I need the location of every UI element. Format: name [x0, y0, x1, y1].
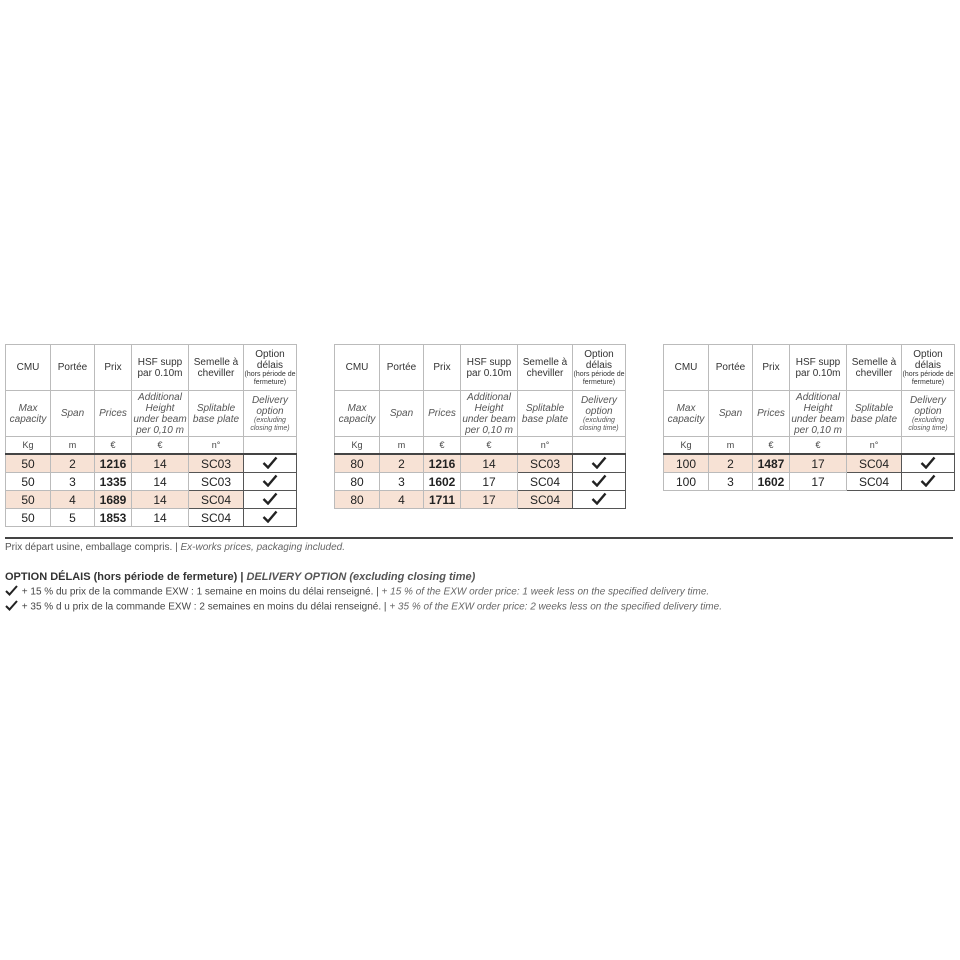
cell-price: 1602: [753, 473, 790, 491]
cell-hsf: 17: [461, 473, 518, 491]
unit-empty: [244, 437, 297, 455]
table-row: [335, 454, 626, 473]
cell-delivery-option: [244, 509, 297, 527]
cell-hsf: 14: [132, 509, 189, 527]
cell-price: 1602: [424, 473, 461, 491]
header-semelle: Semelle à cheviller: [189, 345, 244, 391]
unit-euro-hsf: €: [132, 437, 189, 455]
cell-span: 3: [51, 473, 95, 491]
cell-delivery-option: [244, 491, 297, 509]
price-note-en: Ex-works prices, packaging included.: [180, 542, 345, 553]
unit-empty: [902, 437, 955, 455]
header-delivery-option-label: Delivery option: [251, 394, 289, 417]
unit-row: [664, 437, 955, 455]
unit-number: n°: [847, 437, 902, 455]
cell-cmu: 80: [335, 491, 380, 509]
header-span: Span: [380, 391, 424, 437]
cell-hsf: 14: [132, 473, 189, 491]
header-max-capacity: Max capacity: [6, 391, 51, 437]
cell-cmu: 50: [6, 454, 51, 473]
checkmark-icon: [262, 456, 278, 472]
cell-span: 2: [51, 454, 95, 473]
cell-price: 1216: [95, 454, 132, 473]
delivery-option-line-1: [5, 585, 709, 599]
cell-span: 5: [51, 509, 95, 527]
cell-delivery-option: [244, 454, 297, 473]
cell-cmu: 50: [6, 509, 51, 527]
unit-kg: Kg: [335, 437, 380, 455]
header-max-capacity: Max capacity: [664, 391, 709, 437]
divider: [5, 537, 953, 539]
unit-number: n°: [189, 437, 244, 455]
header-cmu: CMU: [664, 345, 709, 391]
header-delivery-option: [902, 391, 955, 437]
cell-price: 1335: [95, 473, 132, 491]
line-1-fr: + 15 % du prix de la commande EXW : 1 semaine en moins du délai renseigné. |: [21, 586, 379, 598]
cell-delivery-option: [573, 491, 626, 509]
header-additional-height: Additional Height under beam per 0,10 m: [791, 391, 845, 436]
checkmark-icon: [262, 492, 278, 508]
checkmark-icon: [262, 474, 278, 490]
header-cmu: CMU: [6, 345, 51, 391]
delivery-option-title: [5, 571, 475, 583]
cell-span: 3: [380, 473, 424, 491]
header-option: [244, 345, 297, 391]
header-row-fr: [6, 345, 297, 391]
unit-kg: Kg: [6, 437, 51, 455]
table-row: [6, 491, 297, 509]
header-portee: Portée: [709, 345, 753, 391]
line-1-en: + 15 % of the EXW order price: 1 week less on the specified delivery time.: [381, 586, 710, 598]
unit-row: [335, 437, 626, 455]
table-row: [6, 473, 297, 491]
header-base-plate: Splitable base plate: [189, 391, 244, 437]
cell-cmu: 80: [335, 454, 380, 473]
cell-span: 2: [709, 454, 753, 473]
table-row: [664, 473, 955, 491]
cell-hsf: 17: [461, 491, 518, 509]
cell-delivery-option: [573, 454, 626, 473]
unit-m: m: [380, 437, 424, 455]
unit-empty: [573, 437, 626, 455]
header-prix: Prix: [753, 345, 790, 391]
checkmark-icon: [5, 585, 19, 599]
cell-span: 2: [380, 454, 424, 473]
checkmark-icon: [262, 510, 278, 526]
table-row: [335, 473, 626, 491]
header-delivery-option: [573, 391, 626, 437]
cell-ref: SC04: [518, 491, 573, 509]
header-option-label: Option délais: [584, 348, 614, 371]
header-row-fr: [335, 345, 626, 391]
unit-kg: Kg: [664, 437, 709, 455]
header-row-en: [335, 391, 626, 437]
cell-hsf: 14: [132, 491, 189, 509]
header-delivery-option-label: Delivery option: [909, 394, 947, 417]
header-delivery-option-note: (excluding closing time): [579, 416, 619, 432]
header-prix: Prix: [424, 345, 461, 391]
header-semelle: Semelle à cheviller: [518, 345, 573, 391]
header-row-fr: [664, 345, 955, 391]
unit-row: [6, 437, 297, 455]
cell-price: 1689: [95, 491, 132, 509]
header-hsf: HSF supp par 0.10m: [461, 345, 518, 391]
header-base-plate: Splitable base plate: [847, 391, 902, 437]
header-hsf: HSF supp par 0.10m: [132, 345, 189, 391]
checkmark-icon: [591, 474, 607, 490]
price-table-2: [334, 344, 626, 509]
unit-euro: €: [424, 437, 461, 455]
cell-ref: SC03: [189, 473, 244, 491]
table-row: [335, 491, 626, 509]
line-2-fr: + 35 % d u prix de la commande EXW : 2 semaines en moins du délai renseigné. |: [21, 601, 387, 613]
header-option-note: (hors période de fermeture): [573, 370, 625, 386]
table-row: [6, 509, 297, 527]
cell-ref: SC04: [189, 491, 244, 509]
header-cmu: CMU: [335, 345, 380, 391]
header-option: [902, 345, 955, 391]
header-option: [573, 345, 626, 391]
cell-cmu: 50: [6, 491, 51, 509]
cell-price: 1487: [753, 454, 790, 473]
unit-m: m: [51, 437, 95, 455]
delivery-option-line-2: [5, 600, 722, 614]
table-row: [6, 454, 297, 473]
cell-price: 1853: [95, 509, 132, 527]
cell-cmu: 50: [6, 473, 51, 491]
unit-euro: €: [95, 437, 132, 455]
unit-euro-hsf: €: [461, 437, 518, 455]
header-option-note: (hors période de fermeture): [902, 370, 954, 386]
header-delivery-option-label: Delivery option: [580, 394, 618, 417]
price-table-1: [5, 344, 297, 527]
header-option-note: (hors période de fermeture): [244, 370, 296, 386]
header-delivery-option-note: (excluding closing time): [250, 416, 290, 432]
delivery-option-title-en: DELIVERY OPTION (excluding closing time): [246, 571, 476, 583]
cell-ref: SC04: [847, 473, 902, 491]
cell-delivery-option: [902, 454, 955, 473]
header-semelle: Semelle à cheviller: [847, 345, 902, 391]
header-hsf: HSF supp par 0.10m: [790, 345, 847, 391]
cell-delivery-option: [902, 473, 955, 491]
cell-ref: SC04: [847, 454, 902, 473]
header-additional-height: Additional Height under beam per 0,10 m: [133, 391, 187, 436]
checkmark-icon: [920, 456, 936, 472]
cell-hsf: 14: [461, 454, 518, 473]
cell-price: 1216: [424, 454, 461, 473]
checkmark-icon: [920, 474, 936, 490]
cell-delivery-option: [244, 473, 297, 491]
cell-hsf: 14: [132, 454, 189, 473]
header-row-en: [6, 391, 297, 437]
cell-ref: SC04: [189, 509, 244, 527]
cell-price: 1711: [424, 491, 461, 509]
cell-span: 3: [709, 473, 753, 491]
checkmark-icon: [591, 492, 607, 508]
cell-ref: SC04: [518, 473, 573, 491]
header-span: Span: [51, 391, 95, 437]
cell-cmu: 80: [335, 473, 380, 491]
header-prices: Prices: [424, 391, 461, 437]
unit-number: n°: [518, 437, 573, 455]
header-prices: Prices: [753, 391, 790, 437]
header-option-label: Option délais: [913, 348, 943, 371]
header-delivery-option: [244, 391, 297, 437]
price-note-fr: Prix départ usine, emballage compris. |: [5, 542, 178, 553]
price-table-3: [663, 344, 955, 491]
checkmark-icon: [5, 600, 19, 614]
cell-ref: SC03: [518, 454, 573, 473]
unit-m: m: [709, 437, 753, 455]
cell-hsf: 17: [790, 473, 847, 491]
header-additional-height: Additional Height under beam per 0,10 m: [462, 391, 516, 436]
cell-delivery-option: [573, 473, 626, 491]
header-prices: Prices: [95, 391, 132, 437]
header-max-capacity: Max capacity: [335, 391, 380, 437]
cell-span: 4: [51, 491, 95, 509]
cell-cmu: 100: [664, 473, 709, 491]
header-base-plate: Splitable base plate: [518, 391, 573, 437]
header-delivery-option-note: (excluding closing time): [908, 416, 948, 432]
table-row: [664, 454, 955, 473]
cell-cmu: 100: [664, 454, 709, 473]
cell-span: 4: [380, 491, 424, 509]
unit-euro: €: [753, 437, 790, 455]
cell-ref: SC03: [189, 454, 244, 473]
header-portee: Portée: [51, 345, 95, 391]
line-2-en: + 35 % of the EXW order price: 2 weeks less on the specified delivery time.: [389, 601, 722, 613]
delivery-option-title-fr: OPTION DÉLAIS (hors période de fermeture) |: [5, 571, 244, 583]
price-note: [5, 542, 345, 553]
header-prix: Prix: [95, 345, 132, 391]
unit-euro-hsf: €: [790, 437, 847, 455]
cell-hsf: 17: [790, 454, 847, 473]
header-span: Span: [709, 391, 753, 437]
header-option-label: Option délais: [255, 348, 285, 371]
header-portee: Portée: [380, 345, 424, 391]
header-row-en: [664, 391, 955, 437]
checkmark-icon: [591, 456, 607, 472]
